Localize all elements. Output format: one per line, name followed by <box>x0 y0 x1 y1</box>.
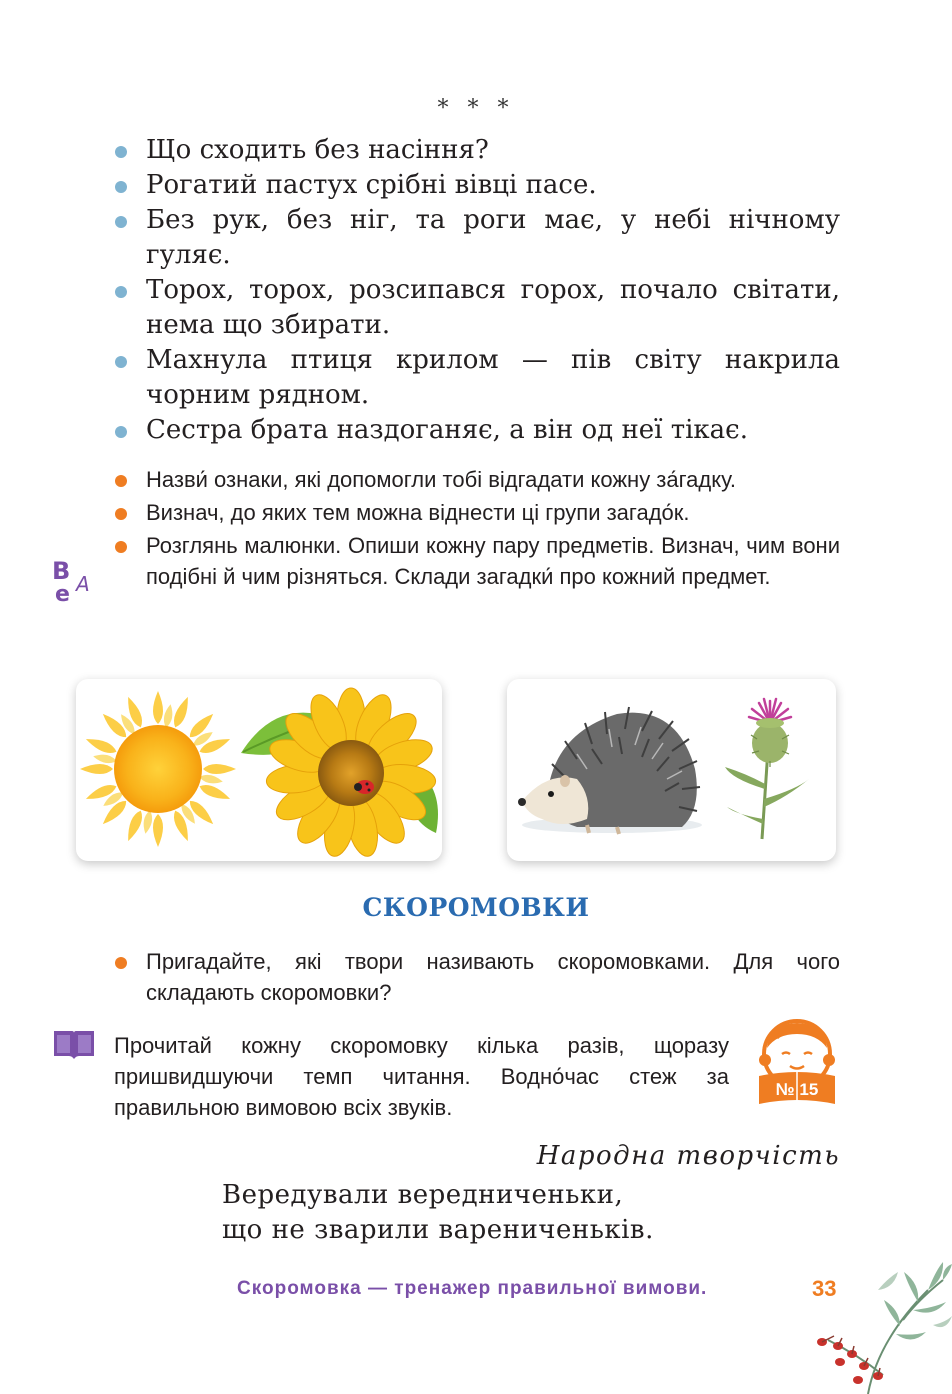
page-number: 33 <box>812 1276 837 1301</box>
riddles-list <box>146 133 840 448</box>
vea-letter-a: А <box>76 572 90 596</box>
riddle-bullet <box>115 216 127 228</box>
image-card-hedgehog-thistle <box>507 679 836 861</box>
image-card-sun-sunflower <box>76 679 442 861</box>
riddle-text: Махнула птиця крилом — пів світу накрила чорним рядном. <box>146 345 840 410</box>
task-item <box>146 530 840 592</box>
stars-separator: * * * <box>437 96 515 121</box>
branch-decoration <box>808 1250 952 1394</box>
riddle-bullet <box>115 356 127 368</box>
task-text: Назви́ ознаки, які допомогли тобі відгадати кожну за́гадку. <box>146 467 737 492</box>
task-recall <box>146 946 840 1010</box>
riddle-item <box>146 168 840 203</box>
riddle-bullet <box>115 426 127 438</box>
task-bullet <box>115 475 127 487</box>
riddle-bullet <box>115 146 127 158</box>
author-label: Народна творчість <box>536 1141 840 1171</box>
poem-line: що не зварили варениченьків. <box>222 1215 654 1245</box>
task-text: Розглянь малюнки. Опиши кожну пару предметів. Визнач, чим вони подібні й чим різняться. Склади загадки́ про кожний предмет. <box>146 533 840 589</box>
thistle-image <box>725 699 809 839</box>
vea-icon <box>50 555 100 605</box>
riddle-bullet <box>115 181 127 193</box>
book-icon <box>52 1027 96 1061</box>
task-text: Визнач, до яких тем можна віднести ці групи загадо́к. <box>146 500 690 525</box>
vea-letter-e: е <box>55 582 70 605</box>
riddle-text: Рогатий пастух срібні вівці пасе. <box>146 170 597 200</box>
riddle-item <box>146 273 840 343</box>
riddle-item <box>146 343 840 413</box>
riddle-text: Без рук, без ніг, та роги має, у небі нічному гуляє. <box>146 205 840 270</box>
riddle-item <box>146 413 840 448</box>
task-bullet <box>115 508 127 520</box>
footer-note: Скоромовка — тренажер правильної вимови. <box>237 1278 708 1299</box>
sun-image <box>80 691 236 847</box>
hedgehog-image <box>518 707 700 834</box>
task-item <box>146 497 840 528</box>
task-bullet <box>115 541 127 553</box>
badge-label: № 15 <box>775 1080 819 1099</box>
tasks-list <box>146 464 840 594</box>
task-item <box>146 464 840 495</box>
riddle-item <box>146 133 840 168</box>
task-bullet <box>115 957 127 969</box>
task-text: Пригадайте, які твори називають скоромовками. Для чого складають скоромовки? <box>146 949 840 1005</box>
riddle-text: Сестра брата наздоганяє, а він од неї тікає. <box>146 415 749 445</box>
read-instruction: Прочитай кожну скоромовку кілька разів, щоразу пришвидшуючи темп читання. Водно́час стеж за правильною вимовою всіх звуків. <box>114 1033 729 1120</box>
riddle-text: Торох, торох, розсипався горох, почало світати, нема що збирати. <box>146 275 840 340</box>
section-title: СКОРОМОВКИ <box>362 893 590 922</box>
vea-letter-v: В <box>52 557 71 585</box>
riddle-bullet <box>115 286 127 298</box>
riddle-item <box>146 203 840 273</box>
riddle-text: Що сходить без насіння? <box>146 135 489 165</box>
tongue-twister <box>222 1178 654 1248</box>
child-reading-badge-icon <box>755 1018 840 1110</box>
sunflower-image <box>241 688 438 859</box>
task-item <box>146 946 840 1008</box>
poem-line: Вередували вередниченьки, <box>222 1180 624 1210</box>
